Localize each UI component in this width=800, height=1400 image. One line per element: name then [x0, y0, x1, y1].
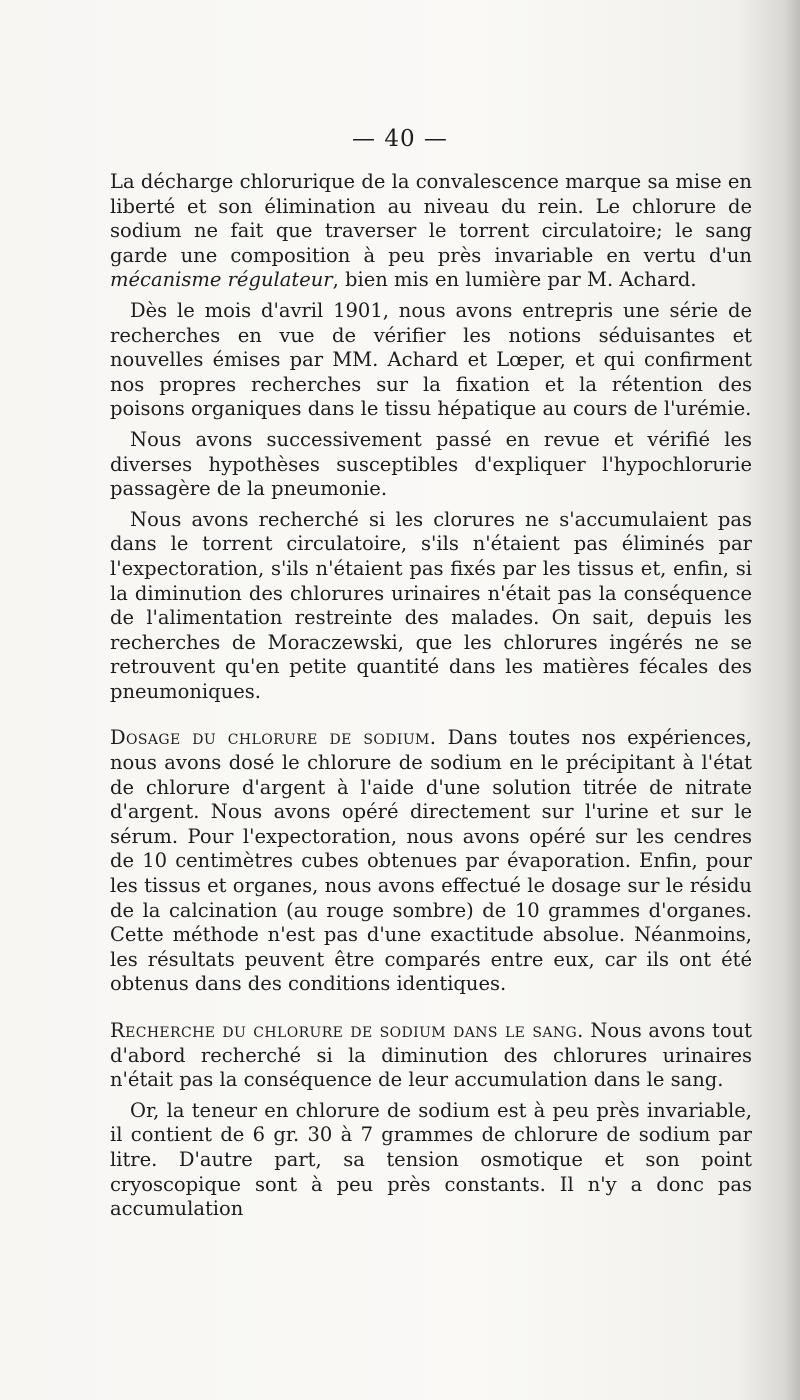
- page-number: — 40 —: [352, 126, 448, 152]
- paragraph-2: Dès le mois d'avril 1901, nous avons entrepris une série de recherches en vue de vérifier les notions séduisantes et nouvelles émises par MM. Achard et Lœper, et qui confirment nos propres recherches sur la fixation et la rétention des poisons organiques dans le tissu hépatique au cours de l'urémie.: [110, 298, 752, 421]
- paragraph-1: [110, 170, 752, 293]
- body-text: [110, 170, 752, 1222]
- paragraph-1-italic: mécanisme régulateur: [110, 268, 333, 292]
- paragraph-5-text: Dans toutes nos expériences, nous avons dosé le chlorure de sodium en le précipitant à l'état de chlorure d'argent à l'aide d'une solution titrée de nitrate d'argent. Nous avons opéré directement sur l'urine et sur le sérum. Pour l'expectoration, nous avons opéré sur les cendres de 10 centimètres cubes obtenues par évaporation. Enfin, pour les tissus et organes, nous avons effectué le dosage sur le résidu de la calcination (au rouge sombre) de 10 grammes d'organes. Cette méthode n'est pas d'une exactitude absolue. Néanmoins, les résultats peuvent être comparés entre eux, car ils ont été obtenus dans des conditions identiques.: [110, 726, 753, 996]
- paragraph-6: [110, 1019, 752, 1093]
- paragraph-7: Or, la teneur en chlorure de sodium est à peu près invariable, il contient de 6 gr. 30 à 7 grammes de chlorure de sodium par litre. D'autre part, sa tension osmotique et son point cryoscopique sont à peu près constants. Il n'y a donc pas accumulation: [110, 1098, 752, 1221]
- section-heading-recherche: Recherche du chlorure de sodium dans le sang.: [110, 1019, 584, 1042]
- paragraph-1-text-before: La décharge chlorurique de la convalescence marque sa mise en liberté et son élimination au niveau du rein. Le chlorure de sodium ne fait que traverser le torrent circulatoire; le sang garde une composition à peu près invariable en vertu d'un: [110, 170, 752, 267]
- paragraph-6-text: Nous avons tout d'abord recherché si la diminution des chlorures urinaires n'était pas la conséquence de leur accumulation dans le sang.: [110, 1019, 752, 1092]
- paragraph-5: [110, 726, 752, 997]
- paragraph-4: Nous avons recherché si les clorures ne s'accumulaient pas dans le torrent circulatoire, s'ils n'étaient pas éliminés par l'expectoration, s'ils n'étaient pas fixés par les tissus et, enfin, si la diminution des chlorures urinaires n'était pas la conséquence de l'alimentation restreinte des malades. On sait, depuis les recherches de Moraczewski, que les chlorures ingérés ne se retrouvent qu'en petite quantité dans les matières fécales des pneumoniques.: [110, 507, 752, 703]
- paragraph-3: Nous avons successivement passé en revue et vérifié les diverses hypothèses susceptibles d'expliquer l'hypochlorurie passagère de la pneumonie.: [110, 427, 752, 501]
- section-heading-dosage: Dosage du chlorure de sodium.: [110, 726, 437, 750]
- paragraph-1-text-after: , bien mis en lumière par M. Achard.: [332, 268, 697, 292]
